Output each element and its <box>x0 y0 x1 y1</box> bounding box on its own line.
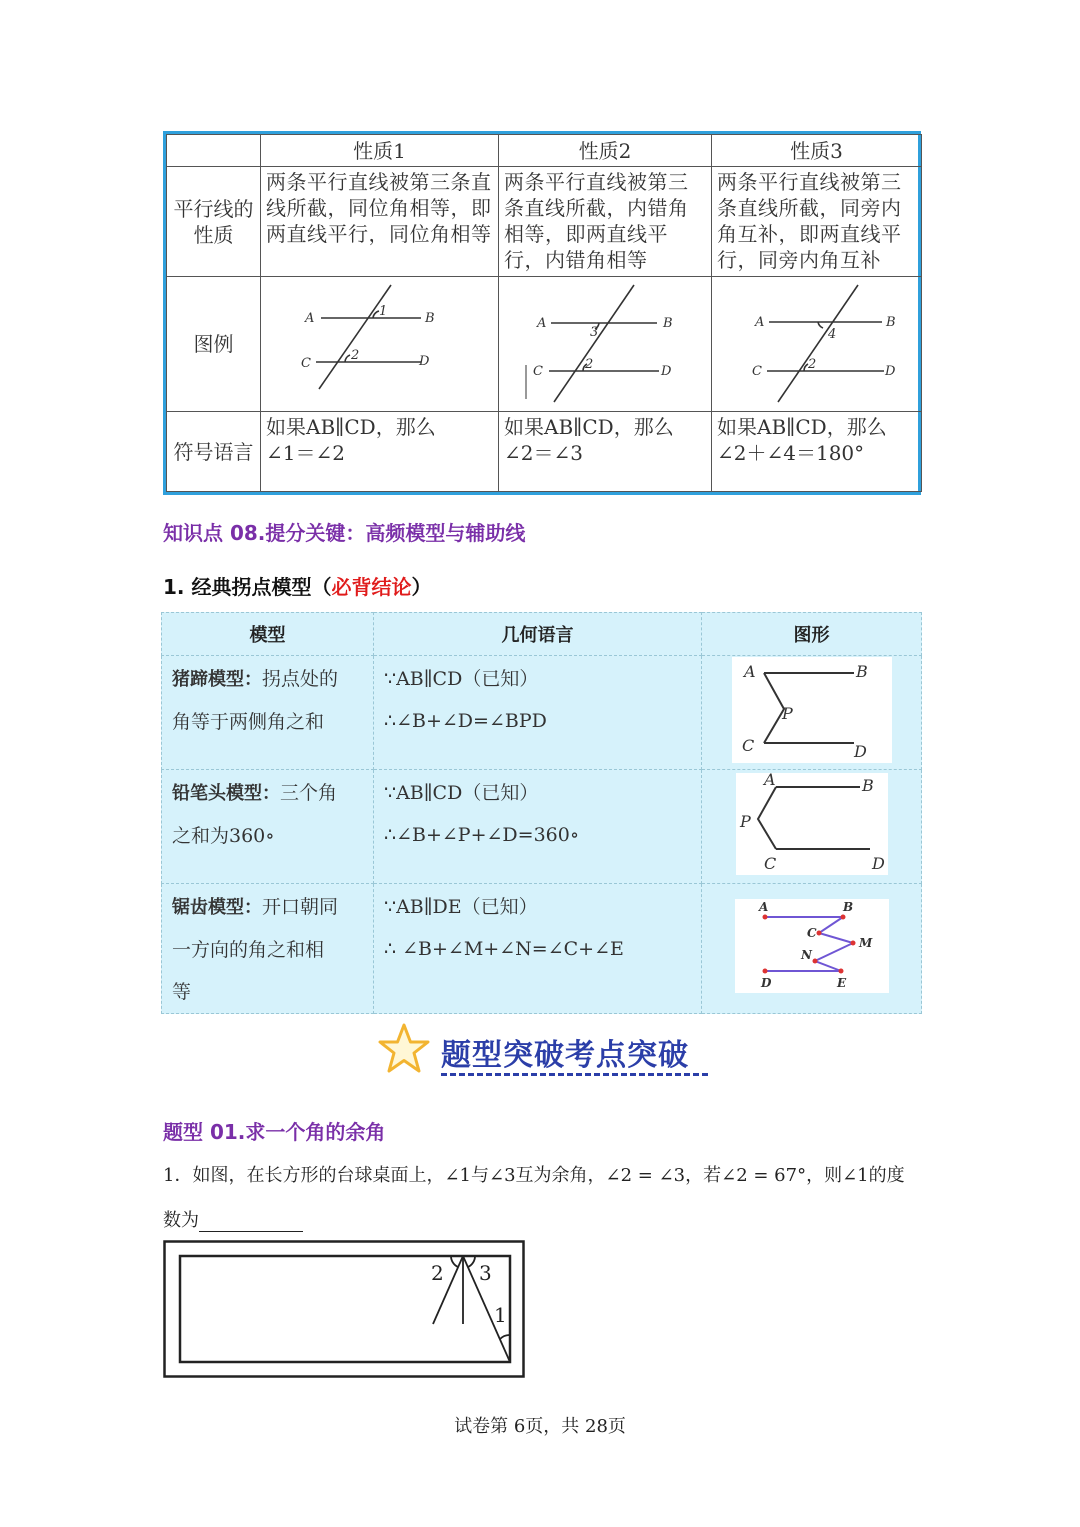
svg-text:B: B <box>855 662 868 681</box>
svg-text:D: D <box>419 354 430 369</box>
model-pencil-tip-figure <box>702 770 922 884</box>
svg-text:2: 2 <box>585 357 594 372</box>
figure-same-side-angles <box>712 277 922 412</box>
svg-text:P: P <box>739 812 751 831</box>
svg-text:1: 1 <box>379 304 388 319</box>
header-property-2: 性质2 <box>499 135 712 167</box>
svg-text:D: D <box>853 742 867 761</box>
sawtooth-diagram <box>735 899 889 993</box>
model-heading: 1. 经典拐点模型（必背结论） <box>163 575 432 599</box>
svg-text:B: B <box>663 316 673 331</box>
svg-text:D: D <box>760 976 771 990</box>
property-3-description: 两条平行直线被第三条直线所截，同旁内角互补，即两直线平行，同旁内角互补 <box>712 167 922 277</box>
question-text: 1．如图，在长方形的台球桌面上，∠1与∠3互为余角，∠2 = ∠3，若∠2 = 67°，则∠1的度 <box>163 1165 905 1186</box>
svg-text:E: E <box>836 976 846 990</box>
property-1-symbol: 如果AB∥CD，那么 ∠1＝∠2 <box>261 412 499 492</box>
svg-text:D: D <box>871 854 885 873</box>
row-label-property: 平行线的性质 <box>167 167 261 277</box>
question-answer-line: 数为 <box>163 1206 303 1232</box>
svg-text:M: M <box>858 936 872 950</box>
svg-text:A: A <box>755 315 765 330</box>
svg-text:C: C <box>301 356 311 371</box>
model-sawtooth-figure <box>702 884 922 1014</box>
svg-text:C: C <box>752 364 762 379</box>
star-icon <box>376 1022 432 1078</box>
answer-blank[interactable] <box>199 1211 303 1232</box>
header-figure: 图形 <box>702 613 922 656</box>
svg-text:A: A <box>305 311 315 326</box>
section-heading: 知识点 08.提分关键：高频模型与辅助线 <box>163 521 526 545</box>
turning-point-model-table <box>161 612 922 1014</box>
svg-text:C: C <box>763 854 776 873</box>
header-model: 模型 <box>162 613 374 656</box>
header-property-1: 性质1 <box>261 135 499 167</box>
svg-text:P: P <box>781 704 793 723</box>
model-pencil-tip-description: 铅笔头模型：三个角 之和为360∘ <box>162 770 374 884</box>
svg-text:C: C <box>806 926 817 940</box>
svg-text:A: A <box>763 773 776 789</box>
svg-text:D: D <box>661 364 672 379</box>
parallel-lines-diagram-1 <box>261 277 497 405</box>
property-3-symbol: 如果AB∥CD，那么 ∠2＋∠4＝180° <box>712 412 922 492</box>
svg-text:2: 2 <box>431 1261 444 1285</box>
svg-text:B: B <box>861 776 874 795</box>
svg-text:1: 1 <box>494 1303 507 1327</box>
svg-text:C: C <box>741 736 754 755</box>
parallel-lines-diagram-2 <box>499 277 711 405</box>
svg-text:N: N <box>800 948 812 962</box>
table-corner-cell <box>167 135 261 167</box>
billiard-table-figure <box>163 1240 527 1380</box>
model-sawtooth-proof: ∵AB∥DE（已知） ∴ ∠B+∠M+∠N=∠C+∠E <box>374 884 702 1014</box>
svg-text:3: 3 <box>479 1261 492 1285</box>
svg-text:A: A <box>758 900 768 914</box>
figure-alternate-angles <box>499 277 712 412</box>
model-pig-hoof-description: 猪蹄模型：拐点处的 角等于两侧角之和 <box>162 656 374 770</box>
svg-text:2: 2 <box>808 357 817 372</box>
svg-text:B: B <box>842 900 853 914</box>
parallel-properties-table <box>163 131 921 495</box>
banner-title: 题型突破考点突破 <box>441 1038 689 1073</box>
svg-text:D: D <box>885 364 896 379</box>
property-2-description: 两条平行直线被第三条直线所截，内错角相等，即两直线平行，内错角相等 <box>499 167 712 277</box>
parallel-lines-diagram-3 <box>712 277 921 405</box>
figure-corresponding-angles <box>261 277 499 412</box>
row-label-symbol: 符号语言 <box>167 412 261 492</box>
page-footer: 试卷第 6页，共 28页 <box>454 1416 626 1437</box>
pig-hoof-diagram <box>732 657 892 763</box>
header-geometry-language: 几何语言 <box>374 613 702 656</box>
svg-text:4: 4 <box>828 327 837 342</box>
model-pencil-tip-proof: ∵AB∥CD（已知） ∴∠B+∠P+∠D=360∘ <box>374 770 702 884</box>
topic-heading: 题型 01.求一个角的余角 <box>163 1120 386 1144</box>
svg-text:3: 3 <box>590 325 599 340</box>
model-pig-hoof-figure <box>702 656 922 770</box>
banner-underline <box>441 1073 708 1076</box>
svg-text:B: B <box>425 311 435 326</box>
svg-text:C: C <box>533 364 543 379</box>
model-sawtooth-description: 锯齿模型：开口朝同 一方向的角之和相 等 <box>162 884 374 1014</box>
row-label-figure: 图例 <box>167 277 261 412</box>
property-1-description: 两条平行直线被第三条直线所截，同位角相等，即两直线平行，同位角相等 <box>261 167 499 277</box>
svg-text:A: A <box>743 662 756 681</box>
model-pig-hoof-proof: ∵AB∥CD（已知） ∴∠B+∠D=∠BPD <box>374 656 702 770</box>
header-property-3: 性质3 <box>712 135 922 167</box>
property-2-symbol: 如果AB∥CD，那么 ∠2＝∠3 <box>499 412 712 492</box>
svg-text:B: B <box>886 315 896 330</box>
svg-text:2: 2 <box>351 348 360 363</box>
pencil-tip-diagram <box>736 773 888 875</box>
svg-text:A: A <box>537 316 547 331</box>
